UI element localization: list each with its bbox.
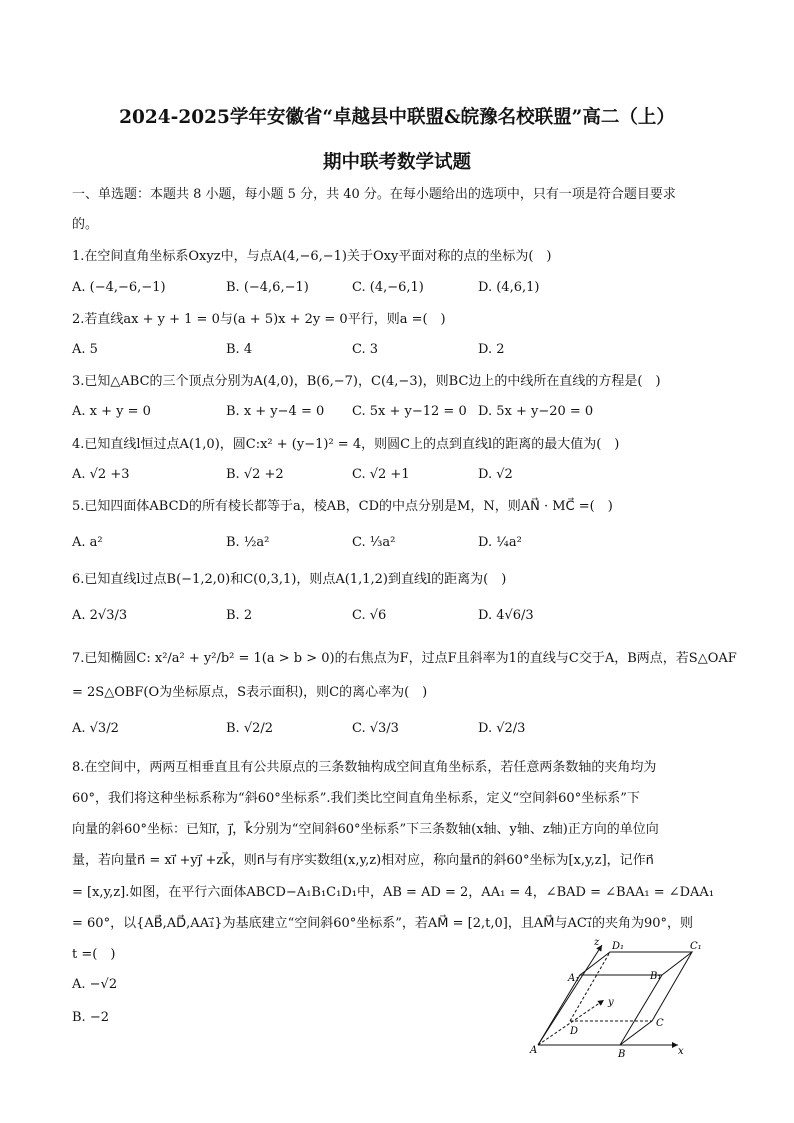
question-1-stem: 1.在空间直角坐标系Oxyz中，与点A(4,−6,−1)关于Oxy平面对称的点的坐标为( )	[72, 249, 552, 264]
q5-option-a: A. a²	[72, 535, 103, 550]
question-8-line4: 量，若向量n⃗ = xi⃗ +yj⃗ +zk⃗，则n⃗与有序实数组(x,y,z)相对应，称向量n⃗的斜60°坐标为[x,y,z]，记作n⃗	[72, 853, 654, 868]
q6-option-b: B. 2	[226, 608, 253, 623]
q6-option-c: C. √6	[352, 608, 387, 623]
label-x: x	[678, 1046, 684, 1057]
exam-title-line1: 2024-2025学年安徽省“卓越县中联盟&皖豫名校联盟”高二（上）	[119, 107, 675, 128]
q4-option-d: D. √2	[478, 467, 513, 482]
question-2-stem: 2.若直线ax + y + 1 = 0与(a + 5)x + 2y = 0平行，则a =( )	[72, 312, 446, 327]
question-8-line5: = [x,y,z].如图，在平行六面体ABCD−A₁B₁C₁D₁中，AB = AD = 2，AA₁ = 4，∠BAD = ∠BAA₁ = ∠DAA₁	[72, 885, 715, 900]
q3-option-c: C. 5x + y−12 = 0	[352, 404, 467, 419]
label-a1: A₁	[568, 973, 580, 984]
q5-option-c: C. ⅓a²	[352, 535, 396, 550]
q2-option-d: D. 2	[478, 342, 505, 357]
question-4-stem: 4.已知直线l恒过点A(1,0)，圆C:x² + (y−1)² = 4，则圆C上的点到直线l的距离的最大值为( )	[72, 437, 620, 452]
edge-bb1	[620, 975, 662, 1045]
q3-option-a: A. x + y = 0	[72, 404, 151, 419]
label-a: A	[530, 1045, 538, 1056]
question-7-stem-cont: = 2S△OBF(O为坐标原点，S表示面积)，则C的离心率为( )	[72, 685, 428, 700]
question-3-stem: 3.已知△ABC的三个顶点分别为A(4,0)，B(6,−7)，C(4,−3)，则BC边上的中线所在直线的方程是( )	[72, 374, 661, 389]
q2-option-a: A. 5	[72, 342, 98, 357]
q7-option-d: D. √2/3	[478, 721, 526, 736]
top-face	[580, 952, 692, 975]
q7-option-b: B. √2/2	[226, 721, 274, 736]
q4-option-a: A. √2 +3	[72, 467, 130, 482]
q4-option-c: C. √2 +1	[352, 467, 410, 482]
label-y: y	[608, 997, 614, 1008]
q6-option-d: D. 4√6/3	[478, 608, 534, 623]
q1-option-b: B. (−4,6,−1)	[226, 280, 309, 295]
edge-cc1	[652, 952, 692, 1021]
label-b: B	[618, 1049, 626, 1060]
q2-option-c: C. 3	[352, 342, 379, 357]
q2-option-b: B. 4	[226, 342, 253, 357]
q1-option-d: D. (4,6,1)	[478, 280, 540, 295]
question-8-line7: t =( )	[72, 947, 116, 962]
q5-option-d: D. ¼a²	[478, 535, 522, 550]
label-c1: C₁	[690, 941, 702, 952]
q7-option-a: A. √3/2	[72, 721, 119, 736]
question-7-stem: 7.已知椭圆C: x²/a² + y²/b² = 1(a > b > 0)的右焦点为F，过点F且斜率为1的直线与C交于A，B两点，若S△OAF	[72, 651, 737, 666]
q1-option-a: A. (−4,−6,−1)	[72, 280, 166, 295]
label-c: C	[656, 1018, 664, 1029]
question-8-line3: 向量的斜60°坐标：已知i⃗，j⃗，k⃗分别为“空间斜60°坐标系”下三条数轴(x轴、y轴、z轴)正方向的单位向	[72, 822, 659, 837]
label-z: z	[594, 937, 600, 948]
question-8-line6: = 60°，以{AB⃗,AD⃗,AA₁⃗}为基底建立“空间斜60°坐标系”，若AM⃗ = [2,t,0]，且AM⃗与AC₁⃗的夹角为90°，则	[72, 916, 694, 931]
q1-option-c: C. (4,−6,1)	[352, 280, 424, 295]
q3-option-b: B. x + y−4 = 0	[226, 404, 325, 419]
q8-option-b: B. −2	[72, 1010, 109, 1025]
question-8-line2: 60°，我们将这种坐标系称为“斜60°坐标系”.我们类比空间直角坐标系，定义“空间斜60°坐标系”下	[72, 791, 640, 806]
label-b1: B₁	[650, 971, 662, 982]
q3-option-d: D. 5x + y−20 = 0	[478, 404, 594, 419]
question-5-stem: 5.已知四面体ABCD的所有棱长都等于a，棱AB，CD的中点分别是M，N，则AN⃗ · MC⃗ =( )	[72, 499, 613, 514]
label-d: D	[570, 1026, 579, 1037]
q4-option-b: B. √2 +2	[226, 467, 284, 482]
edge-bc	[620, 1021, 652, 1045]
q7-option-c: C. √3/3	[352, 721, 399, 736]
y-axis	[538, 1000, 604, 1045]
question-8-line1: 8.在空间中，两两互相垂直且有公共原点的三条数轴构成空间直角坐标系，若任意两条数轴的夹角均为	[72, 760, 657, 775]
section-header-cont: 的。	[72, 217, 99, 232]
parallelepiped-figure	[530, 935, 700, 1060]
exam-title-line2: 期中联考数学试题	[322, 152, 471, 173]
q5-option-b: B. ½a²	[226, 535, 270, 550]
section-header: 一、单选题：本题共 8 小题，每小题 5 分，共 40 分。在每小题给出的选项中，只有一项是符合题目要求	[72, 187, 676, 202]
q8-option-a: A. −√2	[72, 977, 118, 992]
question-6-stem: 6.已知直线l过点B(−1,2,0)和C(0,3,1)，则点A(1,1,2)到直线l的距离为( )	[72, 572, 507, 587]
q6-option-a: A. 2√3/3	[72, 608, 128, 623]
label-d1: D₁	[612, 941, 625, 952]
